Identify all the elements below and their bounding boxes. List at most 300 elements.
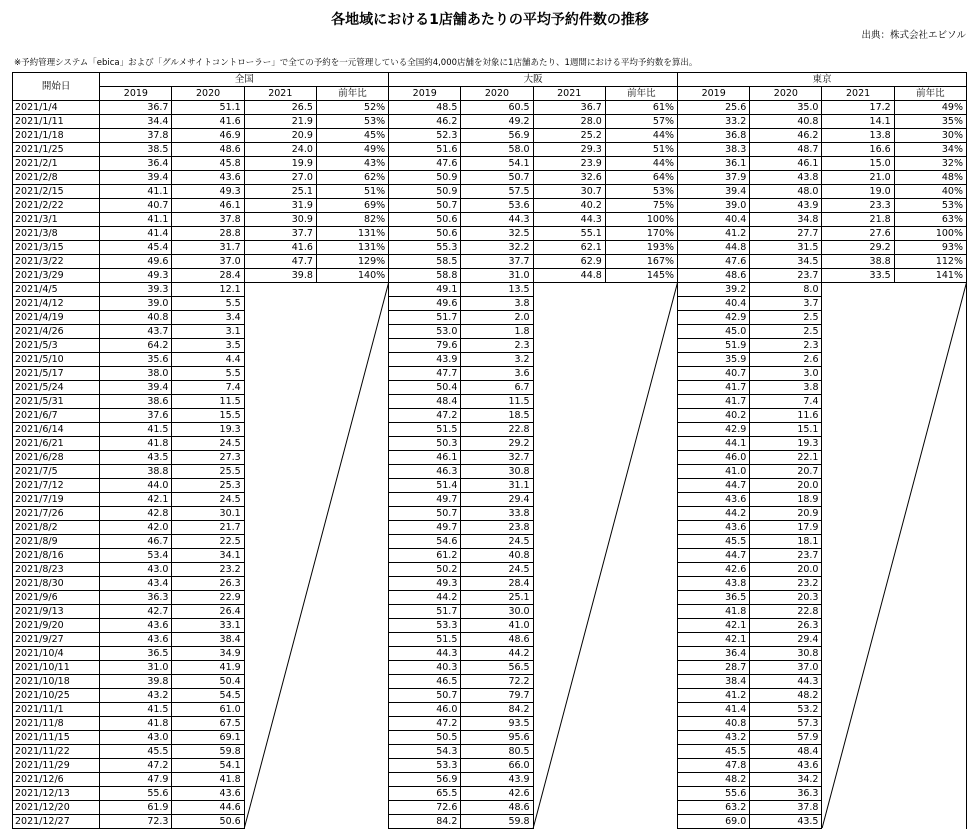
value-cell: 44.7	[678, 479, 750, 493]
value-cell: 23.7	[750, 269, 822, 283]
value-cell: 49.3	[100, 269, 172, 283]
value-cell: 26.3	[172, 577, 244, 591]
value-cell: 3.6	[461, 367, 533, 381]
start-date-header: 開始日	[13, 73, 100, 101]
yoy-ratio-cell: 52%	[316, 101, 388, 115]
blank-area	[244, 283, 388, 829]
yoy-ratio-cell: 140%	[316, 269, 388, 283]
start-date-cell: 2021/9/27	[13, 633, 100, 647]
yoy-ratio-cell: 45%	[316, 129, 388, 143]
value-cell: 49.3	[172, 185, 244, 199]
value-cell: 50.4	[172, 675, 244, 689]
yoy-ratio-cell: 69%	[316, 199, 388, 213]
value-cell: 37.0	[172, 255, 244, 269]
value-cell: 25.1	[244, 185, 316, 199]
start-date-cell: 2021/11/15	[13, 731, 100, 745]
yoy-ratio-cell: 82%	[316, 213, 388, 227]
value-cell: 48.4	[389, 395, 461, 409]
value-cell: 52.3	[389, 129, 461, 143]
value-cell: 34.4	[100, 115, 172, 129]
value-cell: 95.6	[461, 731, 533, 745]
reservation-table	[12, 72, 967, 829]
value-cell: 41.1	[100, 213, 172, 227]
value-cell: 38.0	[100, 367, 172, 381]
value-cell: 3.1	[172, 325, 244, 339]
value-cell: 28.0	[533, 115, 605, 129]
value-cell: 53.0	[389, 325, 461, 339]
value-cell: 48.6	[678, 269, 750, 283]
value-cell: 32.6	[533, 171, 605, 185]
value-cell: 5.5	[172, 367, 244, 381]
value-cell: 28.4	[172, 269, 244, 283]
start-date-cell: 2021/1/4	[13, 101, 100, 115]
header-row-years	[13, 87, 967, 101]
value-cell: 3.7	[750, 297, 822, 311]
value-cell: 42.6	[678, 563, 750, 577]
value-cell: 40.4	[678, 297, 750, 311]
value-cell: 48.2	[750, 689, 822, 703]
value-cell: 21.9	[244, 115, 316, 129]
value-cell: 40.4	[678, 213, 750, 227]
value-cell: 44.8	[533, 269, 605, 283]
value-cell: 47.8	[678, 759, 750, 773]
start-date-cell: 2021/8/16	[13, 549, 100, 563]
value-cell: 27.7	[750, 227, 822, 241]
value-cell: 40.8	[750, 115, 822, 129]
value-cell: 20.3	[750, 591, 822, 605]
value-cell: 50.7	[461, 171, 533, 185]
value-cell: 66.0	[461, 759, 533, 773]
start-date-cell: 2021/7/12	[13, 479, 100, 493]
value-cell: 47.6	[389, 157, 461, 171]
value-cell: 8.0	[750, 283, 822, 297]
region-header-national: 全国	[100, 73, 389, 87]
value-cell: 44.3	[389, 647, 461, 661]
value-cell: 36.7	[533, 101, 605, 115]
value-cell: 43.8	[750, 171, 822, 185]
table-row	[13, 241, 967, 255]
table-row	[13, 129, 967, 143]
start-date-cell: 2021/11/22	[13, 745, 100, 759]
value-cell: 54.1	[461, 157, 533, 171]
value-cell: 40.7	[100, 199, 172, 213]
table-row	[13, 171, 967, 185]
value-cell: 43.6	[678, 493, 750, 507]
yoy-ratio-cell: 57%	[605, 115, 677, 129]
yoy-ratio-cell: 44%	[605, 157, 677, 171]
start-date-cell: 2021/3/29	[13, 269, 100, 283]
value-cell: 36.5	[678, 591, 750, 605]
value-cell: 61.2	[389, 549, 461, 563]
blank-area	[533, 283, 677, 829]
value-cell: 67.5	[172, 717, 244, 731]
yoy-ratio-cell: 53%	[894, 199, 966, 213]
value-cell: 21.0	[822, 171, 894, 185]
yoy-ratio-cell: 53%	[605, 185, 677, 199]
value-cell: 43.9	[389, 353, 461, 367]
value-cell: 11.5	[172, 395, 244, 409]
value-cell: 28.7	[678, 661, 750, 675]
value-cell: 34.8	[750, 213, 822, 227]
value-cell: 30.1	[172, 507, 244, 521]
value-cell: 44.7	[678, 549, 750, 563]
value-cell: 37.8	[750, 801, 822, 815]
value-cell: 39.4	[100, 171, 172, 185]
start-date-cell: 2021/2/22	[13, 199, 100, 213]
value-cell: 45.5	[678, 535, 750, 549]
start-date-cell: 2021/6/7	[13, 409, 100, 423]
column-header: 前年比	[605, 87, 677, 101]
value-cell: 36.8	[678, 129, 750, 143]
value-cell: 50.7	[389, 507, 461, 521]
value-cell: 48.7	[750, 143, 822, 157]
value-cell: 79.7	[461, 689, 533, 703]
yoy-ratio-cell: 100%	[605, 213, 677, 227]
value-cell: 44.2	[461, 647, 533, 661]
value-cell: 79.6	[389, 339, 461, 353]
value-cell: 56.9	[461, 129, 533, 143]
table-row	[13, 185, 967, 199]
value-cell: 84.2	[389, 815, 461, 829]
value-cell: 31.5	[750, 241, 822, 255]
value-cell: 41.7	[678, 395, 750, 409]
value-cell: 50.7	[389, 689, 461, 703]
value-cell: 43.2	[100, 689, 172, 703]
value-cell: 39.8	[100, 675, 172, 689]
value-cell: 46.7	[100, 535, 172, 549]
value-cell: 36.1	[678, 157, 750, 171]
value-cell: 24.5	[461, 563, 533, 577]
value-cell: 42.9	[678, 311, 750, 325]
start-date-cell: 2021/5/24	[13, 381, 100, 395]
value-cell: 50.5	[389, 731, 461, 745]
value-cell: 51.6	[389, 143, 461, 157]
start-date-cell: 2021/4/5	[13, 283, 100, 297]
value-cell: 40.8	[100, 311, 172, 325]
value-cell: 34.2	[750, 773, 822, 787]
value-cell: 32.2	[461, 241, 533, 255]
table-row	[13, 101, 967, 115]
value-cell: 18.9	[750, 493, 822, 507]
value-cell: 51.5	[389, 423, 461, 437]
value-cell: 45.0	[678, 325, 750, 339]
start-date-cell: 2021/3/1	[13, 213, 100, 227]
value-cell: 60.5	[461, 101, 533, 115]
value-cell: 80.5	[461, 745, 533, 759]
value-cell: 39.0	[100, 297, 172, 311]
value-cell: 55.6	[100, 787, 172, 801]
value-cell: 20.9	[244, 129, 316, 143]
value-cell: 50.2	[389, 563, 461, 577]
value-cell: 46.1	[750, 157, 822, 171]
value-cell: 58.8	[389, 269, 461, 283]
value-cell: 54.5	[172, 689, 244, 703]
start-date-cell: 2021/2/15	[13, 185, 100, 199]
yoy-ratio-cell: 32%	[894, 157, 966, 171]
value-cell: 61.9	[100, 801, 172, 815]
value-cell: 22.8	[461, 423, 533, 437]
value-cell: 37.6	[100, 409, 172, 423]
value-cell: 44.3	[461, 213, 533, 227]
value-cell: 39.0	[678, 199, 750, 213]
value-cell: 41.7	[678, 381, 750, 395]
value-cell: 15.1	[750, 423, 822, 437]
value-cell: 53.4	[100, 549, 172, 563]
value-cell: 43.0	[100, 731, 172, 745]
column-header: 2021	[533, 87, 605, 101]
column-header: 前年比	[894, 87, 966, 101]
value-cell: 23.2	[750, 577, 822, 591]
value-cell: 39.4	[100, 381, 172, 395]
value-cell: 49.3	[389, 577, 461, 591]
yoy-ratio-cell: 75%	[605, 199, 677, 213]
value-cell: 26.3	[750, 619, 822, 633]
value-cell: 23.2	[172, 563, 244, 577]
value-cell: 49.7	[389, 493, 461, 507]
value-cell: 2.3	[461, 339, 533, 353]
value-cell: 30.8	[461, 465, 533, 479]
value-cell: 38.6	[100, 395, 172, 409]
value-cell: 48.4	[750, 745, 822, 759]
yoy-ratio-cell: 167%	[605, 255, 677, 269]
table-row	[13, 227, 967, 241]
value-cell: 43.5	[100, 451, 172, 465]
value-cell: 56.5	[461, 661, 533, 675]
column-header: 2021	[822, 87, 894, 101]
value-cell: 43.0	[100, 563, 172, 577]
value-cell: 50.9	[389, 171, 461, 185]
start-date-cell: 2021/12/20	[13, 801, 100, 815]
start-date-cell: 2021/9/13	[13, 605, 100, 619]
value-cell: 15.0	[822, 157, 894, 171]
start-date-cell: 2021/2/1	[13, 157, 100, 171]
value-cell: 21.8	[822, 213, 894, 227]
value-cell: 34.9	[172, 647, 244, 661]
start-date-cell: 2021/5/3	[13, 339, 100, 353]
value-cell: 41.2	[678, 227, 750, 241]
methodology-note: ※予約管理システム「ebica」および「グルメサイトコントローラー」で全ての予約を一元管理している全国約4,000店舗を対象に1店舗あたり、1週間における平均予約数を算出。	[14, 58, 698, 68]
value-cell: 43.2	[678, 731, 750, 745]
value-cell: 49.1	[389, 283, 461, 297]
value-cell: 29.4	[461, 493, 533, 507]
value-cell: 31.0	[100, 661, 172, 675]
value-cell: 39.4	[678, 185, 750, 199]
value-cell: 25.3	[172, 479, 244, 493]
value-cell: 29.3	[533, 143, 605, 157]
value-cell: 3.0	[750, 367, 822, 381]
start-date-cell: 2021/5/17	[13, 367, 100, 381]
yoy-ratio-cell: 51%	[316, 185, 388, 199]
value-cell: 50.6	[389, 213, 461, 227]
value-cell: 48.6	[461, 801, 533, 815]
column-header: 2019	[678, 87, 750, 101]
value-cell: 42.1	[100, 493, 172, 507]
value-cell: 30.7	[533, 185, 605, 199]
value-cell: 51.5	[389, 633, 461, 647]
value-cell: 20.7	[750, 465, 822, 479]
value-cell: 26.5	[244, 101, 316, 115]
value-cell: 38.4	[678, 675, 750, 689]
value-cell: 31.7	[172, 241, 244, 255]
value-cell: 69.1	[172, 731, 244, 745]
value-cell: 29.2	[461, 437, 533, 451]
value-cell: 72.3	[100, 815, 172, 829]
yoy-ratio-cell: 49%	[316, 143, 388, 157]
value-cell: 14.1	[822, 115, 894, 129]
value-cell: 69.0	[678, 815, 750, 829]
value-cell: 16.6	[822, 143, 894, 157]
value-cell: 33.1	[172, 619, 244, 633]
value-cell: 47.7	[389, 367, 461, 381]
value-cell: 2.5	[750, 325, 822, 339]
start-date-cell: 2021/3/22	[13, 255, 100, 269]
value-cell: 41.0	[461, 619, 533, 633]
value-cell: 31.0	[461, 269, 533, 283]
value-cell: 15.5	[172, 409, 244, 423]
value-cell: 44.0	[100, 479, 172, 493]
value-cell: 37.9	[678, 171, 750, 185]
start-date-cell: 2021/12/13	[13, 787, 100, 801]
value-cell: 61.0	[172, 703, 244, 717]
value-cell: 44.2	[389, 591, 461, 605]
start-date-cell: 2021/6/28	[13, 451, 100, 465]
value-cell: 36.4	[678, 647, 750, 661]
value-cell: 40.2	[678, 409, 750, 423]
value-cell: 22.8	[750, 605, 822, 619]
value-cell: 24.5	[461, 535, 533, 549]
value-cell: 54.3	[389, 745, 461, 759]
value-cell: 42.1	[678, 633, 750, 647]
value-cell: 55.3	[389, 241, 461, 255]
value-cell: 41.8	[172, 773, 244, 787]
value-cell: 41.2	[678, 689, 750, 703]
start-date-cell: 2021/8/30	[13, 577, 100, 591]
value-cell: 43.6	[100, 619, 172, 633]
value-cell: 49.2	[461, 115, 533, 129]
value-cell: 2.5	[750, 311, 822, 325]
start-date-cell: 2021/3/8	[13, 227, 100, 241]
start-date-cell: 2021/11/1	[13, 703, 100, 717]
value-cell: 36.5	[100, 647, 172, 661]
start-date-cell: 2021/4/12	[13, 297, 100, 311]
value-cell: 46.2	[389, 115, 461, 129]
value-cell: 51.4	[389, 479, 461, 493]
value-cell: 18.1	[750, 535, 822, 549]
value-cell: 2.6	[750, 353, 822, 367]
value-cell: 51.1	[172, 101, 244, 115]
value-cell: 43.6	[678, 521, 750, 535]
source-credit: 出典：株式会社エビソル	[861, 30, 966, 41]
yoy-ratio-cell: 53%	[316, 115, 388, 129]
value-cell: 25.6	[678, 101, 750, 115]
start-date-cell: 2021/3/15	[13, 241, 100, 255]
value-cell: 39.8	[244, 269, 316, 283]
value-cell: 20.0	[750, 479, 822, 493]
yoy-ratio-cell: 63%	[894, 213, 966, 227]
start-date-cell: 2021/1/11	[13, 115, 100, 129]
yoy-ratio-cell: 62%	[316, 171, 388, 185]
value-cell: 62.1	[533, 241, 605, 255]
start-date-cell: 2021/2/8	[13, 171, 100, 185]
value-cell: 41.6	[172, 115, 244, 129]
value-cell: 43.8	[678, 577, 750, 591]
value-cell: 45.8	[172, 157, 244, 171]
value-cell: 37.8	[100, 129, 172, 143]
value-cell: 20.9	[750, 507, 822, 521]
value-cell: 33.8	[461, 507, 533, 521]
value-cell: 19.3	[172, 423, 244, 437]
yoy-ratio-cell: 112%	[894, 255, 966, 269]
yoy-ratio-cell: 35%	[894, 115, 966, 129]
value-cell: 41.8	[100, 437, 172, 451]
value-cell: 37.0	[750, 661, 822, 675]
value-cell: 35.9	[678, 353, 750, 367]
value-cell: 58.0	[461, 143, 533, 157]
value-cell: 24.5	[172, 493, 244, 507]
value-cell: 42.8	[100, 507, 172, 521]
value-cell: 24.5	[172, 437, 244, 451]
value-cell: 43.9	[461, 773, 533, 787]
value-cell: 43.4	[100, 577, 172, 591]
value-cell: 19.3	[750, 437, 822, 451]
value-cell: 22.9	[172, 591, 244, 605]
value-cell: 7.4	[172, 381, 244, 395]
start-date-cell: 2021/9/20	[13, 619, 100, 633]
value-cell: 43.6	[172, 171, 244, 185]
column-header: 2019	[389, 87, 461, 101]
yoy-ratio-cell: 170%	[605, 227, 677, 241]
table-row	[13, 213, 967, 227]
value-cell: 28.4	[461, 577, 533, 591]
column-header: 2020	[750, 87, 822, 101]
value-cell: 47.7	[244, 255, 316, 269]
region-header-osaka: 大阪	[389, 73, 678, 87]
value-cell: 65.5	[389, 787, 461, 801]
value-cell: 3.8	[750, 381, 822, 395]
value-cell: 57.9	[750, 731, 822, 745]
yoy-ratio-cell: 64%	[605, 171, 677, 185]
value-cell: 53.3	[389, 619, 461, 633]
yoy-ratio-cell: 30%	[894, 129, 966, 143]
value-cell: 29.2	[822, 241, 894, 255]
value-cell: 46.3	[389, 465, 461, 479]
value-cell: 50.3	[389, 437, 461, 451]
column-header: 前年比	[316, 87, 388, 101]
value-cell: 23.3	[822, 199, 894, 213]
value-cell: 50.6	[172, 815, 244, 829]
value-cell: 25.1	[461, 591, 533, 605]
value-cell: 20.0	[750, 563, 822, 577]
yoy-ratio-cell: 40%	[894, 185, 966, 199]
value-cell: 93.5	[461, 717, 533, 731]
yoy-ratio-cell: 193%	[605, 241, 677, 255]
start-date-cell: 2021/1/18	[13, 129, 100, 143]
value-cell: 17.2	[822, 101, 894, 115]
value-cell: 53.6	[461, 199, 533, 213]
value-cell: 58.5	[389, 255, 461, 269]
yoy-ratio-cell: 100%	[894, 227, 966, 241]
value-cell: 30.9	[244, 213, 316, 227]
column-header: 2020	[172, 87, 244, 101]
value-cell: 19.0	[822, 185, 894, 199]
yoy-ratio-cell: 129%	[316, 255, 388, 269]
value-cell: 50.6	[389, 227, 461, 241]
value-cell: 72.6	[389, 801, 461, 815]
value-cell: 33.5	[822, 269, 894, 283]
start-date-cell: 2021/8/9	[13, 535, 100, 549]
value-cell: 30.8	[750, 647, 822, 661]
value-cell: 46.2	[750, 129, 822, 143]
